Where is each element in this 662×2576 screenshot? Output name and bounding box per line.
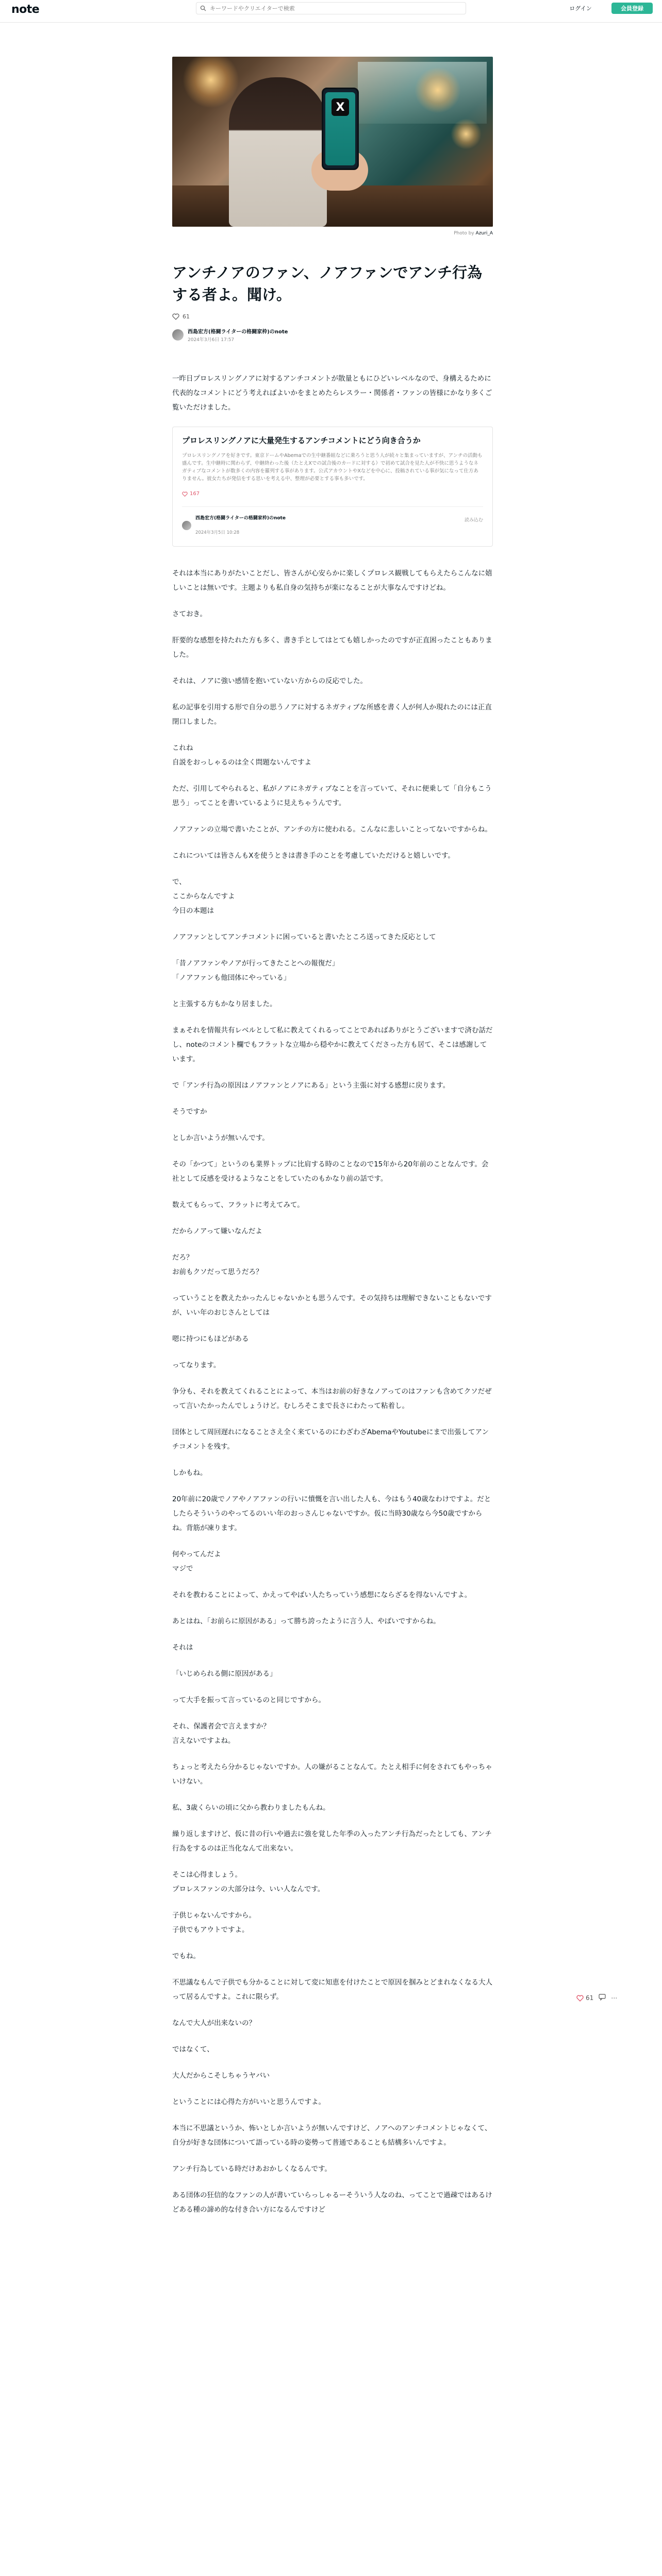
body-paragraph: それは本当にありがたいことだし、皆さんが心安らかに楽しくプロレス観戦してもらえたらこんなに嬉しいことは無いです。主題よりも私自身の気持ちが楽になることが大事なんですけどね。 — [172, 569, 492, 592]
photo-credit — [172, 231, 493, 236]
like-count[interactable] — [172, 313, 493, 320]
embed-description: プロレスリングノアを好きです。東京ドームやAbemaでの生中継番組などに乗ろうと思う人が続々と集まっていますが、アンチの活動も盛んです。生中継時に関わらず、中継終わった後（たとえXでの試合後のカードに対する）で初めて試合を見た人が不快に思うようなネガティブなコメントが数多くの内容を羅列する事があります。公式アカウントやXなどを中心に、投稿されている事が気になって仕方ありません。彼女たちが発信をする思いを考える中、整理が必要とする事も多いです。 — [182, 452, 483, 482]
body-paragraph: 「いじめられる側に原因がある」 — [172, 1669, 277, 1678]
more-menu-icon[interactable]: ⋯ — [611, 1994, 618, 2002]
float-like-number: 61 — [586, 1994, 594, 2002]
body-paragraph: だからノアって嫌いなんだよ — [172, 1227, 262, 1235]
body-paragraph: と主張する方もかなり居ました。 — [172, 999, 277, 1008]
body-paragraph: 繰り返しますけど、仮に昔の行いや過去に強を覚した年季の入ったアンチ行為だったとしても、アンチ行為をするのは正当化なんて出来ない。 — [172, 1829, 492, 1853]
heart-icon — [172, 313, 179, 320]
body-paragraph: 大人だからこそしちゃうヤバい — [172, 2071, 270, 2080]
paragraph-list — [172, 566, 493, 2217]
embed-date: 2024年3月5日 10:28 — [195, 530, 240, 535]
body-paragraph: そうですか — [172, 1107, 207, 1116]
body-paragraph: だろ？ お前もクソだって思うだろ？ — [172, 1253, 263, 1276]
body-paragraph: これについては皆さんもXを使うときは書き手のことを考慮していただけると嬉しいです。 — [172, 851, 455, 860]
embed-author-avatar — [182, 521, 191, 530]
body-paragraph: それ、保護者会で言えますか？ 言えないですよね。 — [172, 1722, 270, 1745]
body-paragraph: 肝要的な感想を持たれた方も多く、書き手としてはとても嬉しかったのですが正直困ったこともありました。 — [172, 636, 492, 659]
body-paragraph: しかもね。 — [172, 1468, 207, 1477]
credit-prefix: Photo by — [454, 231, 474, 236]
body-paragraph: その「かつて」というのも業界トップに比肩する時のことなので15年から20年前のことなんです。会社として反感を受けるようなことをしていたのもかなり前の話です。 — [172, 1160, 489, 1183]
body-paragraph: 私の記事を引用する形で自分の思うノアに対するネガティブな所感を書く人が何人か現れたのには正直閉口しました。 — [172, 703, 492, 726]
body-paragraph: 何やってんだよ マジで — [172, 1550, 221, 1573]
body-paragraph: ある団体の狂信的なファンの人が書いていらっしゃるーそういう人なのね、ってことで過疎ではあるけどある種の諦め的な付き合い方になるんですけど — [172, 2191, 492, 2214]
body-paragraph: っていうことを教えたかったんじゃないかとも思うんです。その気持ちは理解できないこともないですが、いい年のおじさんとしては — [172, 1294, 492, 1317]
article — [172, 57, 493, 2229]
body-paragraph: アンチ行為している時だけあおかしくなるんです。 — [172, 2164, 332, 2173]
body-paragraph: ではなくて、 — [172, 2045, 214, 2054]
search-input[interactable] — [210, 5, 457, 12]
heart-icon — [182, 492, 188, 497]
body-paragraph: あとはね、「お前らに原因がある」って勝ち誇ったように言う人、やばいですからね。 — [172, 1617, 440, 1625]
body-paragraph: それは、ノアに強い感情を抱いていない方からの反応でした。 — [172, 676, 367, 685]
body-paragraph: それを教わることによって、かえってやばい人たちっていう感想にならざるを得ないんですよ。 — [172, 1590, 472, 1599]
embedded-article-card[interactable] — [172, 427, 493, 547]
floating-actions — [576, 1994, 617, 2002]
body-paragraph: ちょっと考えたら分かるじゃないですか。人の嫌がることなんて。たとえ相手に何をされてもやっちゃいけない。 — [172, 1762, 492, 1786]
search-box[interactable] — [196, 2, 466, 14]
credit-name-link[interactable]: Azuri_A — [475, 231, 493, 236]
top-header — [0, 0, 662, 23]
embed-more-link[interactable]: 読み込む — [464, 517, 483, 523]
body-paragraph: さておき。 — [172, 609, 207, 618]
article-title: アンチノアのファン、ノアファンでアンチ行為する者よ。聞け。 — [172, 264, 483, 303]
body-paragraph: で、 ここからなんですよ 今日の本題は — [172, 877, 235, 915]
publish-date: 2024年3月6日 17:57 — [188, 337, 235, 343]
body-paragraph: 争分も、それを教えてくれることによって、本当はお前の好きなノアってのはファンも含めてクソだぜって言いたかったんでしょうけど。むしろそこまで長さにわたって粘着し。 — [172, 1387, 492, 1410]
comment-icon[interactable] — [599, 1994, 606, 2002]
heart-icon — [576, 1995, 584, 2002]
embed-footer — [182, 506, 483, 540]
embed-likes — [182, 487, 483, 501]
author-name[interactable]: 西島宏方(格闘ライターの格闘家枠)のnote — [188, 329, 288, 335]
body-paragraph: としか言いようが無いんです。 — [172, 1133, 269, 1142]
embed-author-name: 西島宏方(格闘ライターの格闘家枠)のnote — [195, 515, 286, 521]
embed-title: プロレスリングノアに大量発生するアンチコメントにどう向き合うか — [182, 435, 421, 445]
signup-button[interactable]: 会員登録 — [611, 3, 653, 14]
body-paragraph: そこは心得ましょう。 プロレスファンの大部分は今、いい人なんです。 — [172, 1870, 325, 1893]
search-icon — [196, 5, 210, 11]
body-paragraph: ノアファンの立場で書いたことが、アンチの方に使われる。こんなに悲しいことってないですからね。 — [172, 825, 492, 834]
body-paragraph: 数えてもらって、フラットに考えてみて。 — [172, 1200, 304, 1209]
body-paragraph: 「昔ノアファンやノアが行ってきたことへの報復だ」 「ノアファンも他団体にやっている」 — [172, 959, 339, 982]
body-paragraph: 本当に不思議というか、怖いとしか言いようが無いんですけど、ノアへのアンチコメントじゃなくて、自分が好きな団体について語っている時の姿勢って普通であることも結構多いんですよ。 — [172, 2124, 492, 2147]
note-logo[interactable]: note — [11, 3, 40, 16]
body-paragraph: ということには心得た方がいいと思うんですよ。 — [172, 2097, 325, 2106]
x-logo-icon: X — [332, 98, 349, 116]
body-paragraph: なんで大人が出来ないの？ — [172, 2019, 256, 2027]
body-paragraph: 子供じゃないんですから。 子供でもアウトですよ。 — [172, 1911, 256, 1934]
body-paragraph: 20年前に20歳でノアやノアファンの行いに憤慨を言い出した人も、今はもう40歳なわけですよ。だとしたらそういうのやってるのいい年のおっさんじゃないですか。仮に当時30歳なら今50歳ですからね。背筋が凍ります。 — [172, 1495, 491, 1532]
body-paragraph: でもね。 — [172, 1952, 200, 1960]
body-paragraph: で「アンチ行為の原因はノアファンとノアにある」という主張に対する感想に戻ります。 — [172, 1081, 450, 1090]
body-paragraph: それは — [172, 1643, 193, 1652]
body-paragraph: 団体として周回遅れになることさえ全く来ているのにわざわざAbemaやYoutubeにまで出張してアンチコメントを残す。 — [172, 1428, 489, 1451]
body-paragraph: これね 自説をおっしゃるのは全く問題ないんですよ — [172, 743, 311, 767]
article-body — [172, 371, 493, 2217]
body-paragraph: ただ、引用してやられると、私がノアにネガティブなことを言っていて、それに便乗して「自分もこう思う」ってことを書いているように見えちゃうんです。 — [172, 784, 492, 807]
body-paragraph: まぁそれを情報共有レベルとして私に教えてくれるってことであればありがとうございますで済む話だし、noteのコメント欄でもフラットな立場から穏やかに教えてくださった方も居て、そこは感謝しています。 — [172, 1026, 493, 1063]
float-like-button[interactable] — [576, 1994, 593, 2002]
body-paragraph: 嗯に持つにもほどがある — [172, 1334, 249, 1343]
embed-like-number: 167 — [190, 490, 200, 497]
hero-image — [172, 57, 493, 227]
body-paragraph: 私、3歳くらいの頃に父から教わりましたもんね。 — [172, 1803, 330, 1812]
body-paragraph: 不思議なもんで子供でも分かることに対して変に知恵を付けたことで原因を掴みとどまれなくなる大人って居るんですよ。これに限らず。 — [172, 1978, 492, 2001]
body-paragraph: って大手を振って言っているのと同じですから。 — [172, 1696, 325, 1704]
body-paragraph: ノアファンとしてアンチコメントに困っていると書いたところ送ってきた反応として — [172, 933, 436, 941]
body-paragraph: ってなります。 — [172, 1361, 221, 1369]
author-avatar[interactable] — [172, 329, 184, 341]
login-button[interactable]: ログイン — [569, 5, 592, 12]
intro-paragraph: 一昨日プロレスリングノアに対するアンチコメントが散量ともにひどいレベルなので、身構えるために代表的なコメントにどう考えればよいかをまとめたらレスラー・関係者・ファンの皆様にかなり多くご覧いただけました。 — [172, 374, 492, 412]
author-block[interactable] — [172, 327, 493, 343]
phone-illustration — [322, 88, 359, 170]
like-number: 61 — [183, 313, 190, 320]
